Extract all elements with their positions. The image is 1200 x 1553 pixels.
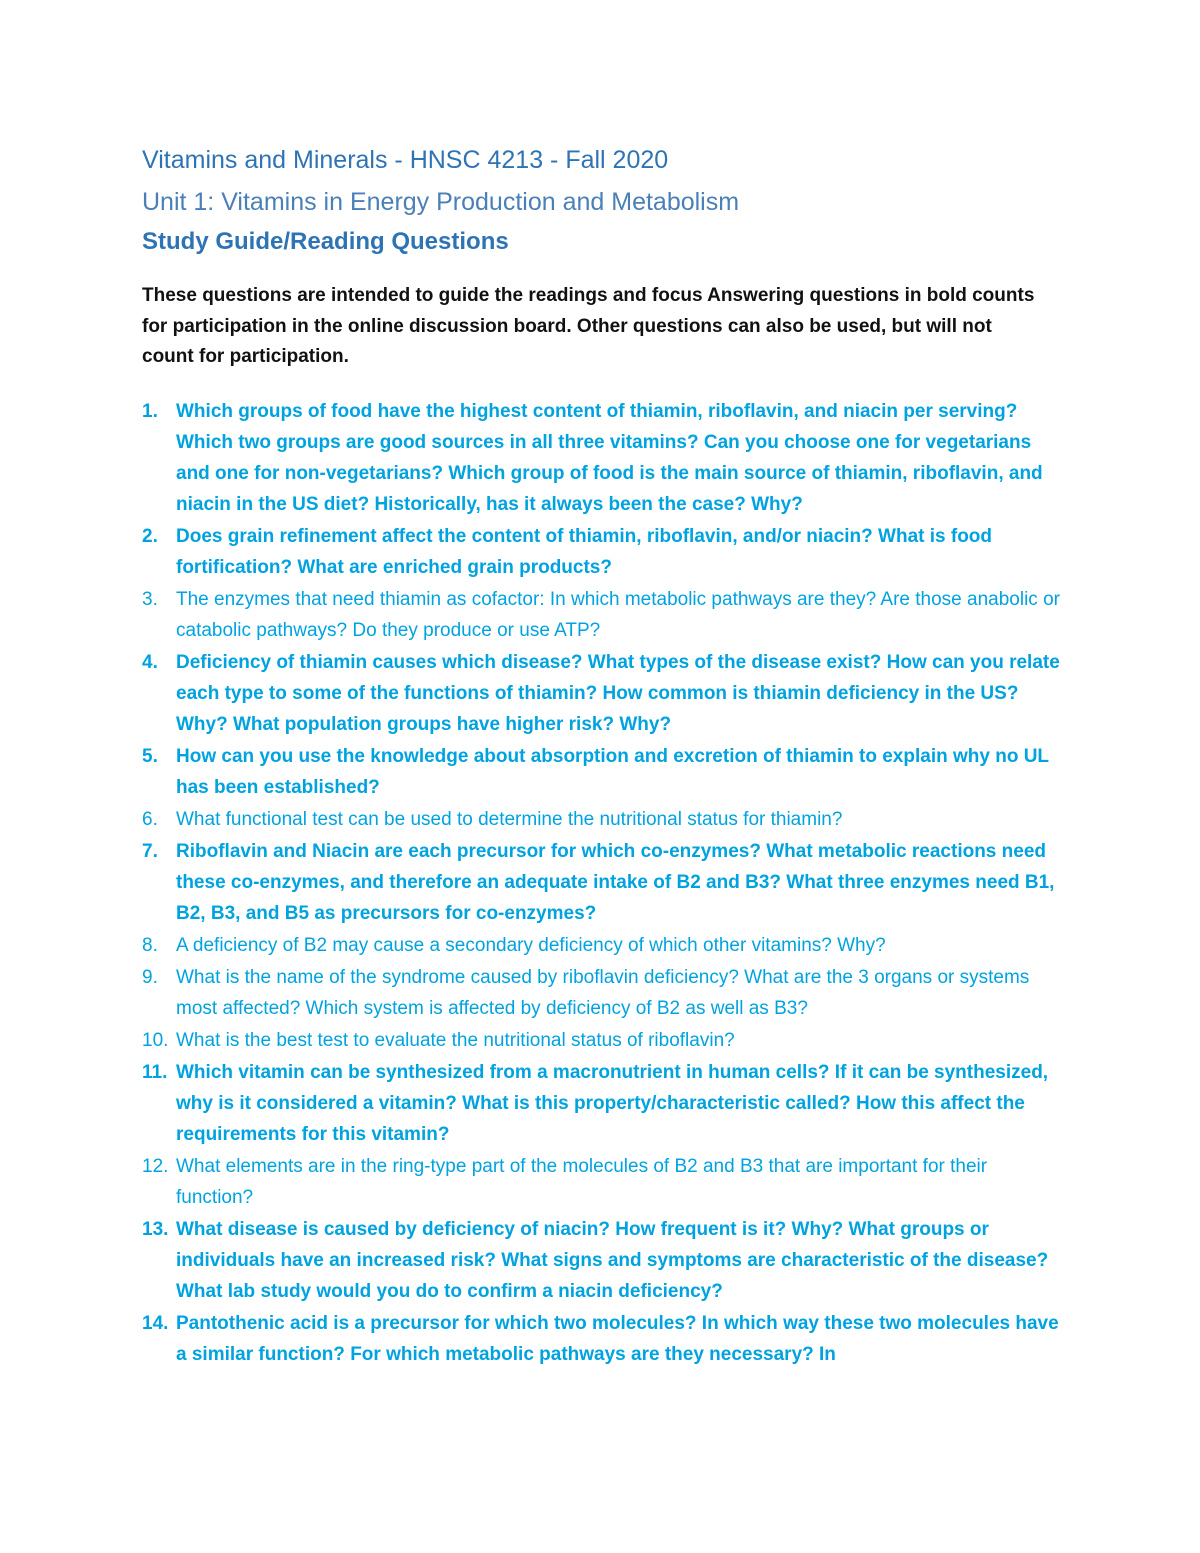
question-item [142,1214,1062,1307]
question-text: A deficiency of B2 may cause a secondary deficiency of which other vitamins? Why? [176,934,886,956]
question-text: The enzymes that need thiamin as cofactor: In which metabolic pathways are they? Are those anabolic or catabolic pathways? Do they produce or use ATP? [176,588,1060,641]
question-item [142,930,1062,961]
question-text: What elements are in the ring-type part of the molecules of B2 and B3 that are important for their function? [176,1155,988,1208]
question-item [142,741,1062,803]
course-code-term: - HNSC 4213 - Fall 2020 [387,146,669,174]
question-item [142,1151,1062,1213]
question-number: 9. [142,966,158,988]
question-text: Which vitamin can be synthesized from a macronutrient in human cells? If it can be synthesized, why is it considered a vitamin? What is this property/characteristic called? How this affect the requirements for this vitamin? [176,1061,1049,1145]
question-text: Does grain refinement affect the content of thiamin, riboflavin, and/or niacin? What is food fortification? What are enriched grain products? [176,525,993,578]
question-number: 10. [142,1029,169,1051]
question-text: What disease is caused by deficiency of niacin? How frequent is it? Why? What groups or individuals have an increased risk? What signs and symptoms are characteristic of the disease? What lab study would you do to confirm a niacin deficiency? [176,1218,1049,1302]
question-number: 2. [142,525,158,547]
question-item [142,1308,1062,1370]
question-item [142,836,1062,929]
question-item [142,1057,1062,1150]
question-text: Deficiency of thiamin causes which disease? What types of the disease exist? How can you relate each type to some of the functions of thiamin? How common is thiamin deficiency in the US? Why? What population groups have higher risk? Why? [176,651,1060,735]
question-text: What functional test can be used to determine the nutritional status for thiamin? [176,808,843,830]
intro-paragraph: These questions are intended to guide the readings and focus Answering questions in bold counts for participation in the online discussion board. Other questions can also be used, but will not count for participation. [142,285,1035,367]
question-item [142,804,1062,835]
question-item [142,396,1062,520]
question-item [142,647,1062,740]
question-number: 12. [142,1155,169,1177]
question-text: Which groups of food have the highest content of thiamin, riboflavin, and niacin per serving? Which two groups are good sources in all three vitamins? Can you choose one for vegetarians and one for non-vegetarians? Which group of food is the main source of thiamin, riboflavin, and niacin in the US diet? Historically, has it always been the case? Why? [176,400,1043,515]
unit-subtitle: Unit 1: Vitamins in Energy Production and Metabolism [142,188,740,216]
question-number: 1. [142,400,158,422]
course-name: Vitamins and Minerals [142,146,388,174]
question-number: 7. [142,840,158,862]
question-item [142,584,1062,646]
question-number: 5. [142,745,158,767]
question-number: 8. [142,934,158,956]
question-item [142,521,1062,583]
document-title [142,142,1062,178]
question-number: 4. [142,651,158,673]
question-list [142,396,1062,1370]
section-heading: Study Guide/Reading Questions [142,228,509,255]
question-number: 3. [142,588,158,610]
question-number: 11. [142,1061,168,1083]
question-number: 6. [142,808,158,830]
question-item [142,1025,1062,1056]
question-number: 13. [142,1218,169,1240]
question-text: How can you use the knowledge about absorption and excretion of thiamin to explain why no UL has been established? [176,745,1049,798]
question-item [142,962,1062,1024]
question-text: Riboflavin and Niacin are each precursor for which co-enzymes? What metabolic reactions need these co-enzymes, and therefore an adequate intake of B2 and B3? What three enzymes need B1, B2, B3, and B5 as precursors for co-enzymes? [176,840,1055,924]
document-content [142,142,1062,1371]
question-number: 14. [142,1312,169,1334]
question-text: Pantothenic acid is a precursor for which two molecules? In which way these two molecules have a similar function? For which metabolic pathways are they necessary? In [176,1312,1059,1365]
question-text: What is the name of the syndrome caused by riboflavin deficiency? What are the 3 organs or systems most affected? Which system is affected by deficiency of B2 as well as B3? [176,966,1030,1019]
question-text: What is the best test to evaluate the nutritional status of riboflavin? [176,1029,735,1051]
